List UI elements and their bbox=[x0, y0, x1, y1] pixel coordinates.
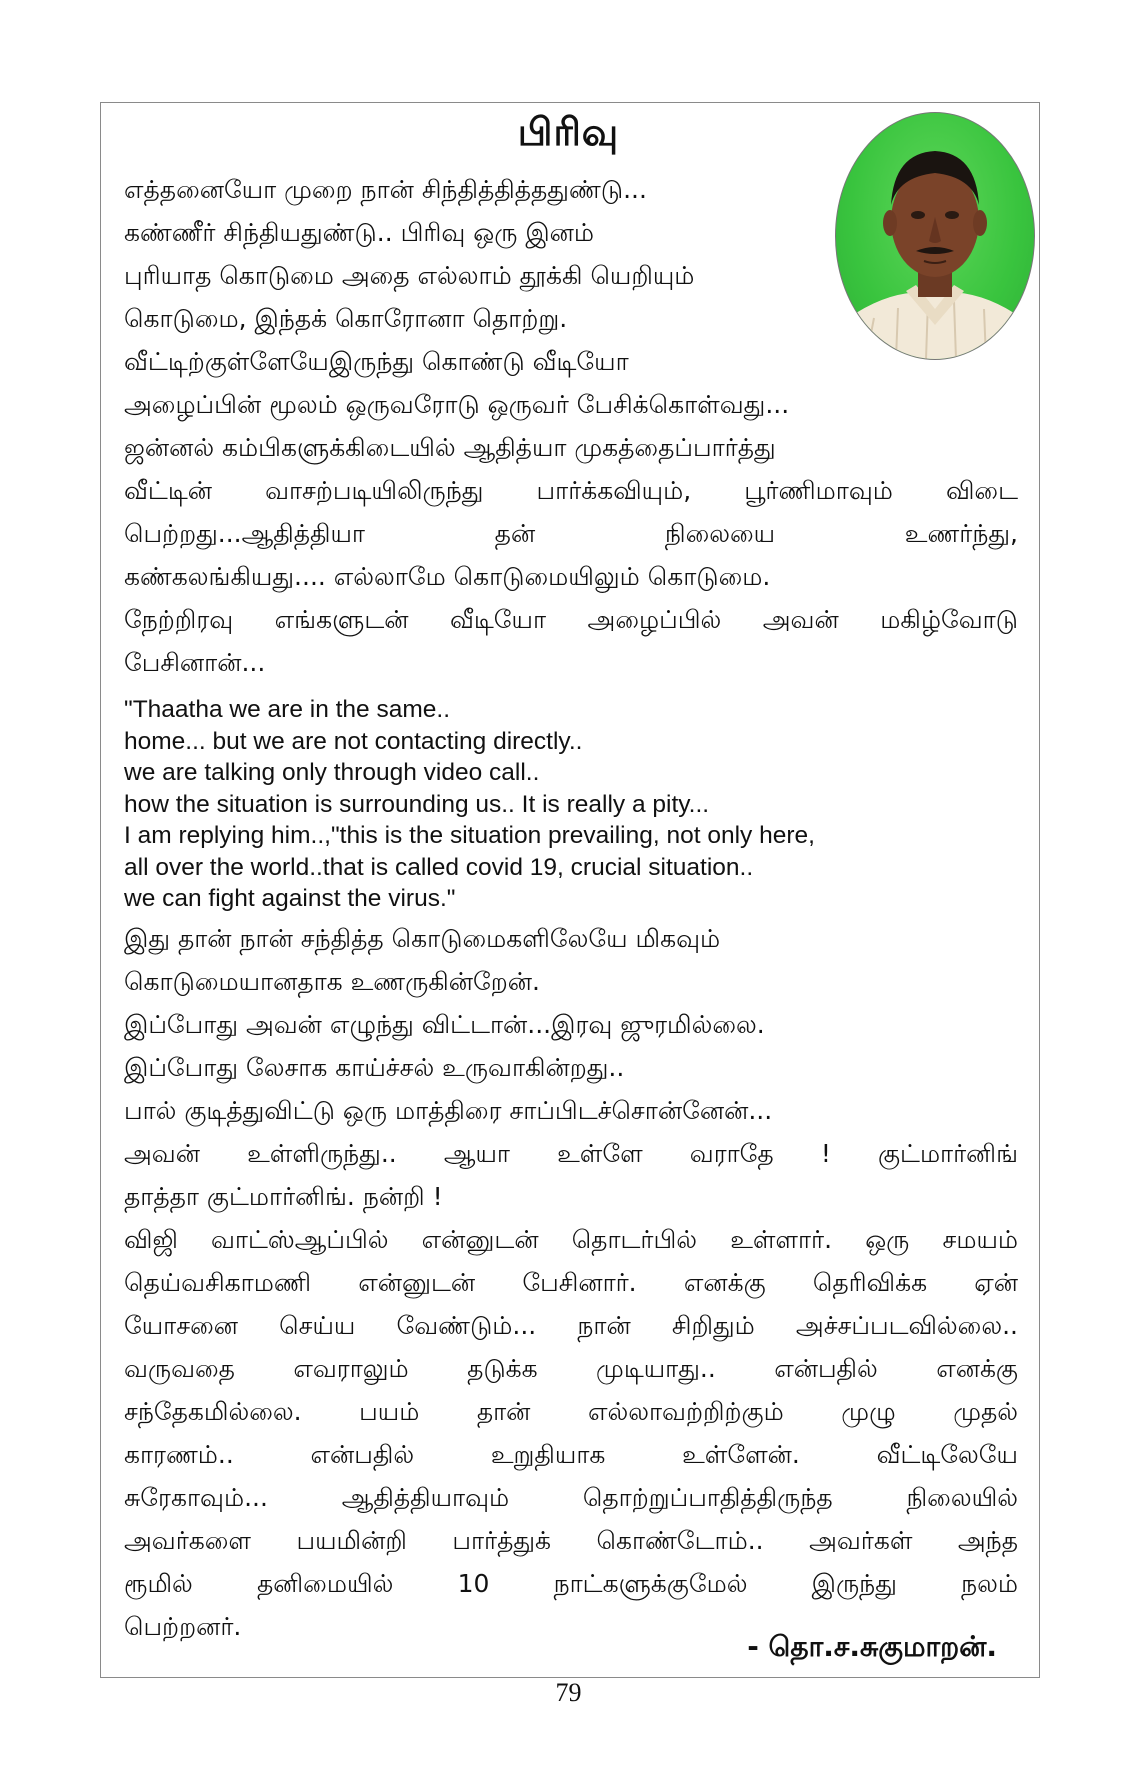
quote-line: how the situation is surrounding us.. It is really a pity... bbox=[124, 790, 710, 818]
text-line: ரூமில் தனிமையில் 10 நாட்களுக்குமேல் இருந்து நலம் bbox=[124, 1569, 1018, 1598]
text-line: கொடுமையானதாக உணருகின்றேன். bbox=[124, 967, 540, 996]
text-line: இப்போது அவன் எழுந்து விட்டான்...இரவு ஜுரமில்லை. bbox=[124, 1010, 765, 1039]
text-line: சந்தேகமில்லை. பயம் தான் எல்லாவற்றிற்கும் முழு முதல் bbox=[124, 1397, 1018, 1426]
text-line: அவர்களை பயமின்றி பார்த்துக் கொண்டோம்.. அவர்கள் அந்த bbox=[124, 1526, 1018, 1555]
quote-line: all over the world..that is called covid 19, crucial situation.. bbox=[124, 853, 754, 881]
text-line: இப்போது லேசாக காய்ச்சல் உருவாகின்றது.. bbox=[124, 1053, 625, 1082]
quote-line: we are talking only through video call.. bbox=[124, 759, 540, 786]
text-line: இது தான் நான் சந்தித்த கொடுமைகளிலேயே மிகவும் bbox=[124, 924, 721, 953]
text-line: கண்கலங்கியது.... எல்லாமே கொடுமையிலும் கொடுமை. bbox=[124, 562, 771, 591]
text-line: புரியாத கொடுமை அதை எல்லாம் தூக்கி யெறியும் bbox=[124, 261, 695, 290]
quote-line: I am replying him..,"this is the situation prevailing, not only here, bbox=[124, 822, 815, 849]
text-line: வருவதை எவராலும் தடுக்க முடியாது.. என்பதில் எனக்கு bbox=[124, 1354, 1018, 1383]
text-line: பேசினான்... bbox=[124, 648, 266, 677]
text-line: சுரேகாவும்... ஆதித்தியாவும் தொற்றுப்பாதித்திருந்த நிலையில் bbox=[124, 1483, 1018, 1512]
text-line: பெற்றனர். bbox=[124, 1612, 242, 1641]
poem-title: பிரிவு bbox=[517, 110, 620, 154]
text-line: தாத்தா குட்மார்னிங். நன்றி ! bbox=[124, 1182, 443, 1211]
text-line: கொடுமை, இந்தக் கொரோனா தொற்று. bbox=[124, 304, 568, 333]
text-line: எத்தனையோ முறை நான் சிந்தித்தித்ததுண்டு... bbox=[124, 175, 647, 204]
text-line: யோசனை செய்ய வேண்டும்... நான் சிறிதும் அச்சப்படவில்லை.. bbox=[124, 1311, 1018, 1340]
english-quote bbox=[124, 694, 815, 915]
text-line: வீட்டிற்குள்ளேயேஇருந்து கொண்டு வீடியோ bbox=[124, 347, 629, 376]
quote-line: "Thaatha we are in the same.. bbox=[124, 696, 451, 723]
text-line: கண்ணீர் சிந்தியதுண்டு.. பிரிவு ஒரு இனம் bbox=[124, 218, 594, 247]
tamil-paragraph-1 bbox=[124, 168, 1018, 684]
quote-line: we can fight against the virus." bbox=[124, 885, 456, 912]
text-line: அழைப்பின் மூலம் ஒருவரோடு ஒருவர் பேசிக்கொள்வது... bbox=[124, 390, 790, 419]
text-line: ஜன்னல் கம்பிகளுக்கிடையில் ஆதித்யா முகத்தைப்பார்த்து bbox=[124, 433, 776, 462]
page-number: 79 bbox=[555, 1678, 582, 1707]
text-line: பால் குடித்துவிட்டு ஒரு மாத்திரை சாப்பிடச்சொன்னேன்... bbox=[124, 1096, 773, 1125]
quote-line: home... but we are not contacting directly.. bbox=[124, 727, 583, 755]
author-signature: - தொ.ச.சுகுமாறன். bbox=[747, 1630, 997, 1663]
tamil-paragraph-2 bbox=[124, 917, 1018, 1648]
text-line: வீட்டின் வாசற்படியிலிருந்து பார்க்கவியும், பூர்ணிமாவும் விடை bbox=[124, 476, 1018, 505]
text-line: காரணம்.. என்பதில் உறுதியாக உள்ளேன். வீட்டிலேயே bbox=[124, 1440, 1018, 1469]
text-line: விஜி வாட்ஸ்ஆப்பில் என்னுடன் தொடர்பில் உள்ளார். ஒரு சமயம் bbox=[124, 1225, 1018, 1254]
text-line: தெய்வசிகாமணி என்னுடன் பேசினார். எனக்கு தெரிவிக்க ஏன் bbox=[124, 1268, 1018, 1297]
text-line: அவன் உள்ளிருந்து.. ஆயா உள்ளே வராதே ! குட்மார்னிங் bbox=[124, 1139, 1018, 1168]
text-line: நேற்றிரவு எங்களுடன் வீடியோ அழைப்பில் அவன் மகிழ்வோடு bbox=[124, 605, 1018, 634]
text-line: பெற்றது...ஆதித்தியா தன் நிலையை உணர்ந்து, bbox=[124, 519, 1018, 548]
